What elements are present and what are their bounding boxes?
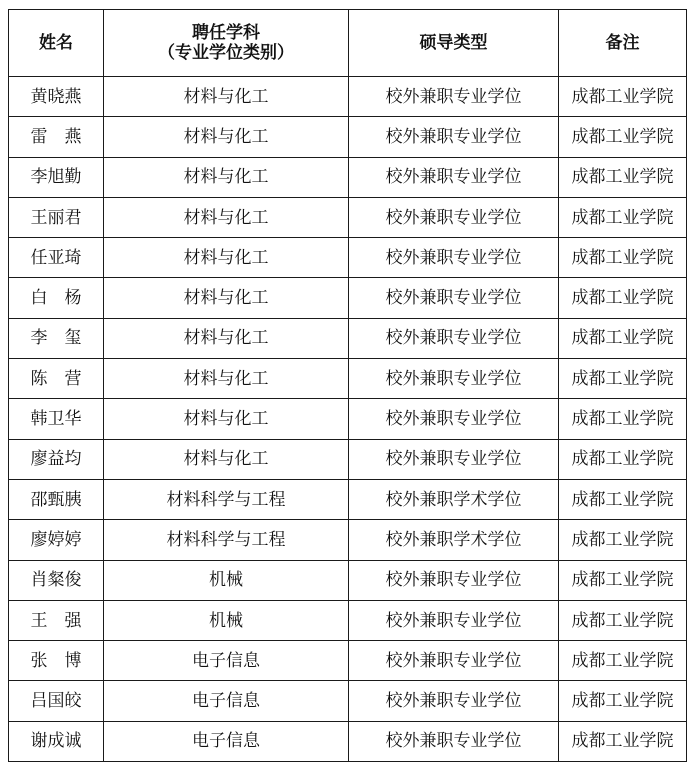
cell-advisor-type: 校外兼职专业学位 [349,721,559,761]
table-row [9,600,687,640]
cell-advisor-type: 校外兼职专业学位 [349,157,559,197]
cell-note: 成都工业学院 [559,641,687,681]
cell-subject: 材料科学与工程 [104,520,349,560]
cell-note: 成都工业学院 [559,520,687,560]
cell-advisor-type: 校外兼职专业学位 [349,117,559,157]
cell-name: 雷 燕 [9,117,104,157]
cell-advisor-type: 校外兼职学术学位 [349,520,559,560]
cell-name: 陈 营 [9,359,104,399]
cell-name: 邵甄胰 [9,479,104,519]
table-row [9,479,687,519]
cell-note: 成都工业学院 [559,238,687,278]
cell-note: 成都工业学院 [559,479,687,519]
cell-name: 李旭勤 [9,157,104,197]
header-note: 备注 [559,10,687,77]
cell-subject: 材料与化工 [104,318,349,358]
cell-note: 成都工业学院 [559,197,687,237]
cell-subject: 材料与化工 [104,439,349,479]
table-row [9,520,687,560]
cell-note: 成都工业学院 [559,600,687,640]
cell-advisor-type: 校外兼职专业学位 [349,238,559,278]
cell-note: 成都工业学院 [559,157,687,197]
table-row [9,77,687,117]
cell-note: 成都工业学院 [559,681,687,721]
cell-subject: 材料与化工 [104,157,349,197]
table-row [9,157,687,197]
cell-note: 成都工业学院 [559,359,687,399]
cell-subject: 材料与化工 [104,278,349,318]
cell-advisor-type: 校外兼职专业学位 [349,77,559,117]
cell-subject: 电子信息 [104,641,349,681]
cell-subject: 电子信息 [104,721,349,761]
table-body [9,77,687,762]
cell-note: 成都工业学院 [559,560,687,600]
cell-name: 韩卫华 [9,399,104,439]
cell-note: 成都工业学院 [559,77,687,117]
cell-subject: 材料与化工 [104,238,349,278]
cell-name: 任亚琦 [9,238,104,278]
cell-subject: 材料与化工 [104,399,349,439]
table-row [9,681,687,721]
cell-name: 廖益均 [9,439,104,479]
table-row [9,399,687,439]
cell-advisor-type: 校外兼职专业学位 [349,439,559,479]
document-sheet [8,9,686,762]
table-row [9,641,687,681]
table-row [9,560,687,600]
cell-subject: 材料与化工 [104,77,349,117]
cell-note: 成都工业学院 [559,721,687,761]
advisor-table [8,9,687,762]
cell-name: 肖粲俊 [9,560,104,600]
cell-subject: 材料与化工 [104,117,349,157]
cell-name: 张 博 [9,641,104,681]
table-row [9,197,687,237]
cell-subject: 机械 [104,560,349,600]
header-subject [104,10,349,77]
cell-name: 王丽君 [9,197,104,237]
cell-subject: 材料与化工 [104,197,349,237]
header-name: 姓名 [9,10,104,77]
cell-advisor-type: 校外兼职专业学位 [349,560,559,600]
cell-name: 李 玺 [9,318,104,358]
cell-note: 成都工业学院 [559,399,687,439]
cell-name: 廖婷婷 [9,520,104,560]
cell-subject: 机械 [104,600,349,640]
cell-advisor-type: 校外兼职专业学位 [349,278,559,318]
header-subject-title: 聘任学科 [192,23,260,43]
cell-advisor-type: 校外兼职专业学位 [349,600,559,640]
table-row [9,278,687,318]
cell-note: 成都工业学院 [559,117,687,157]
table-row [9,318,687,358]
cell-name: 谢成诚 [9,721,104,761]
header-advisor-type: 硕导类型 [349,10,559,77]
cell-name: 黄晓燕 [9,77,104,117]
cell-advisor-type: 校外兼职专业学位 [349,359,559,399]
cell-advisor-type: 校外兼职专业学位 [349,318,559,358]
cell-name: 吕国皎 [9,681,104,721]
table-row [9,721,687,761]
cell-subject: 材料科学与工程 [104,479,349,519]
table-row [9,238,687,278]
cell-advisor-type: 校外兼职学术学位 [349,479,559,519]
cell-note: 成都工业学院 [559,318,687,358]
cell-advisor-type: 校外兼职专业学位 [349,681,559,721]
table-row [9,439,687,479]
cell-advisor-type: 校外兼职专业学位 [349,399,559,439]
cell-note: 成都工业学院 [559,278,687,318]
cell-advisor-type: 校外兼职专业学位 [349,197,559,237]
table-row [9,117,687,157]
header-subject-subtitle: （专业学位类别） [158,43,294,63]
cell-subject: 电子信息 [104,681,349,721]
table-header-row [9,10,687,77]
table-row [9,359,687,399]
cell-subject: 材料与化工 [104,359,349,399]
cell-note: 成都工业学院 [559,439,687,479]
cell-advisor-type: 校外兼职专业学位 [349,641,559,681]
cell-name: 王 强 [9,600,104,640]
cell-name: 白 杨 [9,278,104,318]
